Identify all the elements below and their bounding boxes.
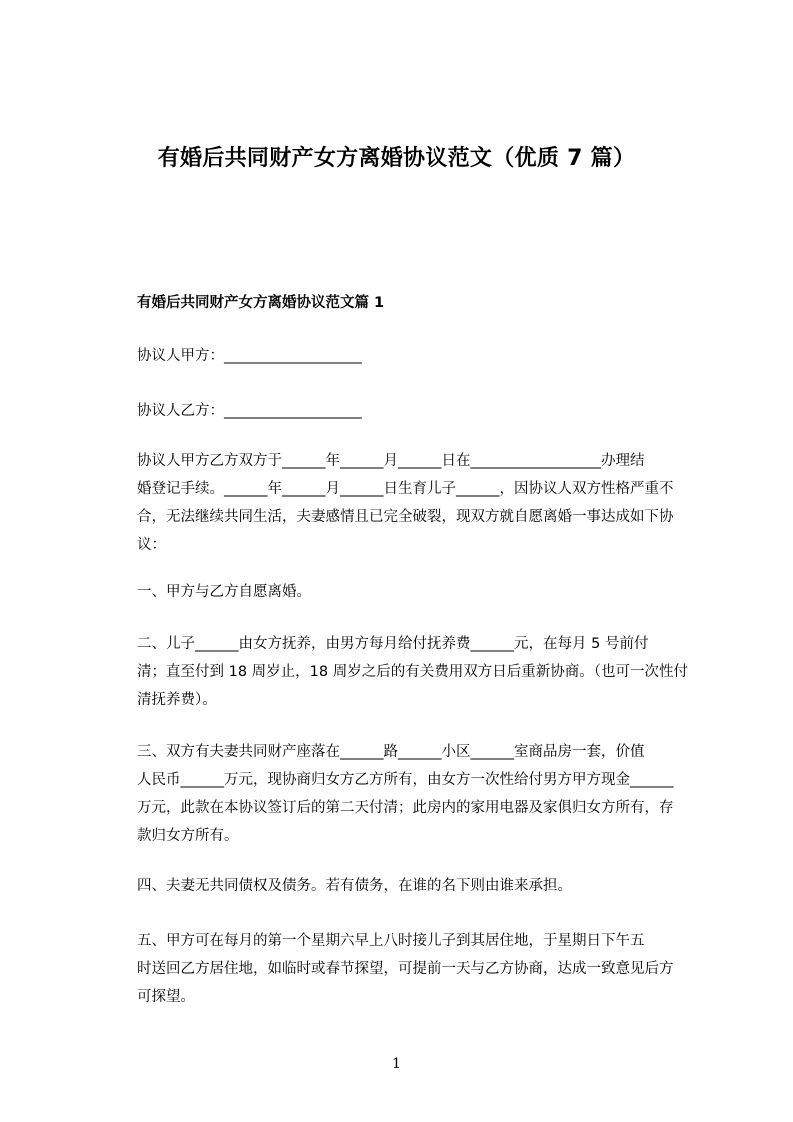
- paragraph-clause-2: [137, 630, 703, 714]
- paragraph-line: 议：: [137, 537, 166, 553]
- paragraph-line: 四、夫妻无共同债权及债务。若有债务，在谁的名下则由谁来承担。: [137, 878, 572, 894]
- document-title: 有婚后共同财产女方离婚协议范文（优质 7 篇）: [157, 146, 636, 171]
- paragraph-line: 清；直至付到 18 周岁止，18 周岁之后的有关费用双方日后重新协商。（也可一次性付: [137, 664, 688, 680]
- party-b-line: 协议人乙方：___________________: [137, 403, 362, 419]
- paragraph-line: 时送回乙方居住地，如临时或春节探望，可提前一天与乙方协商，达成一致意见后方: [137, 961, 674, 977]
- paragraph-line: 五、甲方可在每月的第一个星期六早上八时接儿子到其居住地，于星期日下午五: [137, 933, 645, 949]
- paragraph-line: 可探望。: [137, 989, 195, 1005]
- party-a-line: 协议人甲方：___________________: [137, 348, 362, 364]
- paragraph-clause-5: [137, 927, 703, 1011]
- paragraph-line: 一、甲方与乙方自愿离婚。: [137, 584, 311, 600]
- paragraph-clause-3: [137, 738, 703, 850]
- paragraph-clause-4: [137, 872, 703, 900]
- paragraph-line: 人民币______万元，现协商归女方乙方所有，由女方一次性给付男方甲方现金______: [137, 772, 674, 788]
- paragraph-line: 万元，此款在本协议签订后的第二天付清；此房内的家用电器及家俱归女方所有，存: [137, 800, 674, 816]
- paragraph-line: 协议人甲方乙方双方于______年______月______日在__________________办理结: [137, 453, 645, 469]
- section-title: 有婚后共同财产女方离婚协议范文篇 1: [137, 295, 385, 311]
- paragraph-line: 二、儿子______由女方抚养，由男方每月给付抚养费______元，在每月 5 号前付: [137, 636, 649, 652]
- paragraph-preamble: [137, 447, 703, 559]
- paragraph-clause-1: [137, 578, 703, 606]
- paragraph-line: 三、双方有夫妻共同财产座落在______路______小区______室商品房一套，价值: [137, 744, 645, 760]
- paragraph-line: 合，无法继续共同生活，夫妻感情且已完全破裂，现双方就自愿离婚一事达成如下协: [137, 509, 674, 525]
- paragraph-line: 清抚养费）。: [137, 692, 217, 708]
- paragraph-line: 婚登记手续。______年______月______日生育儿子______，因协议人双方性格严重不: [137, 481, 674, 497]
- paragraph-line: 款归女方所有。: [137, 828, 239, 844]
- page-number: 1: [392, 1056, 401, 1072]
